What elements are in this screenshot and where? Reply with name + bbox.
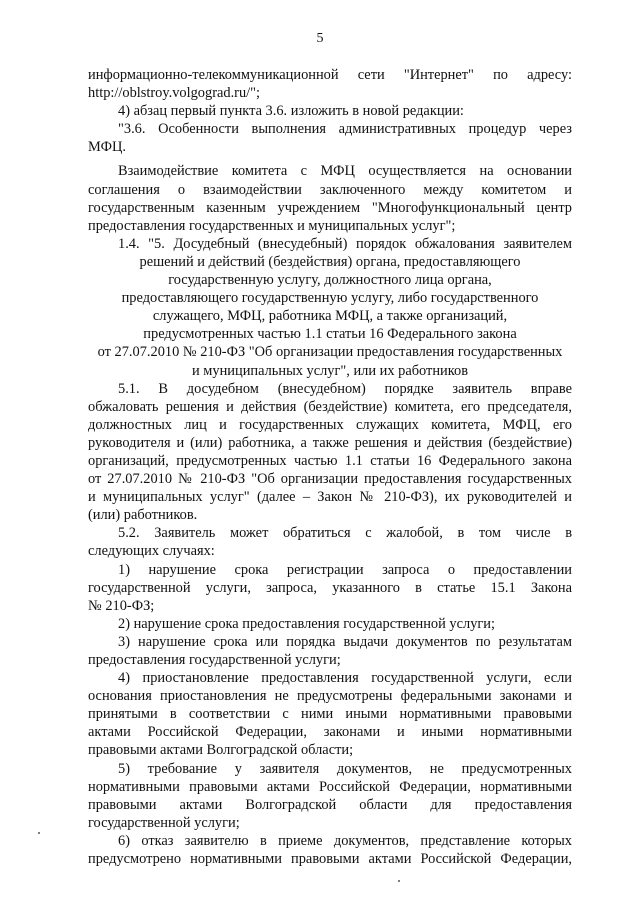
text-line: 1) нарушение срока регистрации запроса о предоставлении	[118, 561, 572, 578]
text-line: предоставляющего государственную услугу, либо государственного	[121, 290, 539, 307]
text-line: государственной услуги, запроса, указанного в статье 15.1 Закона	[88, 579, 572, 596]
text-line: руководителя и (или) работника, а также решения и действия (бездействие)	[88, 434, 572, 451]
text-line: предоставления государственных и муниципальных услуг";	[88, 217, 456, 234]
text-line: государственной услуги;	[88, 814, 240, 831]
text-line: (или) работников.	[88, 507, 198, 524]
text-line: государственную услугу, должностного лица органа,	[168, 272, 492, 289]
text-line: 5) требование у заявителя документов, не предусмотренных	[118, 760, 572, 777]
text-line: предусмотренных частью 1.1 статьи 16 Федерального закона	[143, 326, 517, 343]
text-line: 3) нарушение срока или порядка выдачи документов по результатам	[118, 633, 572, 650]
text-line: должностных лиц и государственных служащих комитета, МФЦ, его	[88, 416, 572, 433]
text-line: "3.6. Особенности выполнения административных процедур через	[118, 121, 572, 138]
text-line: и муниципальных услуг", или их работников	[192, 362, 468, 379]
text-line: информационно-телекоммуникационной сети "Интернет" по адресу:	[88, 67, 572, 83]
text-line: 2) нарушение срока предоставления государственной услуги;	[118, 615, 495, 632]
text-line: правовыми актами Волгоградской области для предоставления	[88, 796, 572, 813]
text-line: 4) абзац первый пункта 3.6. изложить в новой редакции:	[118, 103, 464, 120]
text-line: и муниципальных услуг" (далее – Закон № 210-ФЗ), их руководителей и	[88, 489, 572, 506]
text-line: государственным казенным учреждением "Многофункциональный центр	[88, 199, 572, 216]
text-line: решений и действий (бездействия) органа, предоставляющего	[139, 253, 521, 270]
text-line: 4) приостановление предоставления государственной услуги, если	[118, 670, 572, 687]
text-line: от 27.07.2010 № 210-ФЗ "Об организации предоставления государственных	[88, 471, 572, 488]
text-line: предусмотрено нормативными правовыми актами Российской Федерации,	[88, 851, 572, 868]
text-line: обжаловать решения и действия (бездействие) комитета, его председателя,	[88, 398, 572, 415]
text-line: 1.4. "5. Досудебный (внесудебный) порядок обжалования заявителем	[118, 235, 572, 252]
text-line: служащего, МФЦ, работника МФЦ, а также организаций,	[152, 308, 508, 325]
text-line: № 210-ФЗ;	[88, 597, 155, 614]
text-line: от 27.07.2010 № 210-ФЗ "Об организации предоставления государственных	[97, 344, 563, 361]
text-line: организаций, предусмотренных частью 1.1 статьи 16 Федерального закона	[88, 452, 572, 469]
text-line: основания приостановления не предусмотрены федеральными законами и	[88, 688, 572, 705]
text-line: 5.2. Заявитель может обратиться с жалобой, в том числе в	[118, 525, 572, 542]
page-number: 5	[316, 31, 324, 46]
text-line: актами Российской Федерации, законами и иными нормативными	[88, 724, 572, 741]
text-line: МФЦ.	[88, 139, 126, 156]
scan-speck	[398, 880, 400, 882]
text-line: предоставления государственной услуги;	[88, 652, 341, 668]
text-line: http://oblstroy.volgograd.ru/";	[88, 85, 261, 102]
text-line: Взаимодействие комитета с МФЦ осуществляется на основании	[118, 163, 572, 180]
text-line: соглашения о взаимодействии заключенного между комитетом и	[88, 181, 572, 198]
text-line: правовыми актами Волгоградской области;	[88, 742, 354, 759]
text-line: следующих случаях:	[88, 543, 215, 560]
text-line: 5.1. В досудебном (внесудебном) порядке заявитель вправе	[118, 380, 572, 397]
text-line: принятыми в соответствии с ними иными нормативными правовыми	[88, 706, 572, 723]
document-body	[88, 66, 572, 868]
text-line: нормативными правовыми актами Российской Федерации, нормативными	[88, 778, 572, 795]
scan-speck	[38, 832, 40, 834]
text-line: 6) отказ заявителю в приеме документов, представление которых	[118, 832, 572, 849]
